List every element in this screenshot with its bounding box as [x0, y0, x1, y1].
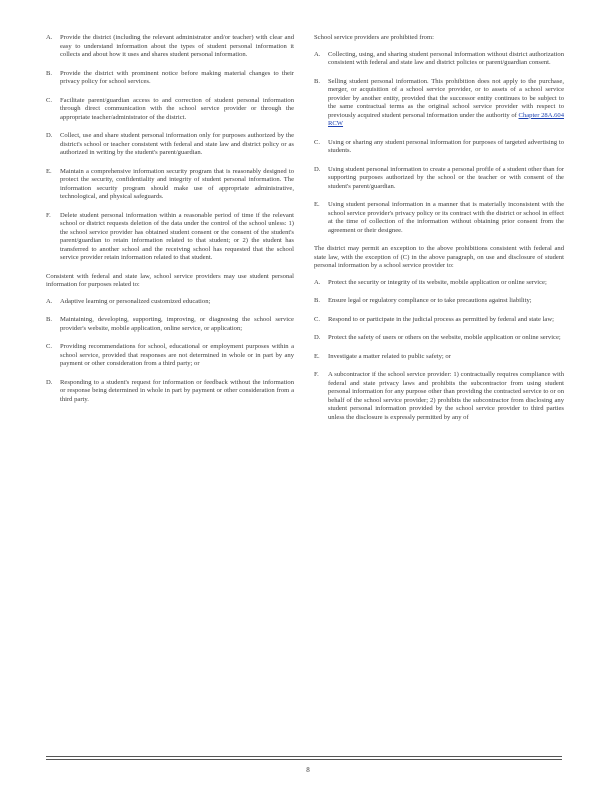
item-label: A.	[314, 50, 321, 58]
item-text: Ensure legal or regulatory compliance or to take precautions against liability;	[328, 297, 532, 304]
item-text: Using student personal information in a manner that is materially inconsistent with the school service provider's privacy policy or its contract with the district or school in effect at the time of collection of the information without obtaining prior consent from the agreement or their designee.	[328, 201, 564, 234]
item-text: Collect, use and share student personal information only for purposes authorized by the district's school or teacher consistent with federal and state law and district policy or as authorized in writing by the student's parent/guardian.	[60, 132, 294, 156]
footer-divider	[46, 756, 562, 757]
provider-obligation-c	[46, 97, 294, 123]
exception-d	[314, 334, 564, 343]
permitted-use-d	[46, 379, 294, 405]
item-text: Protect the security or integrity of its website, mobile application or online service;	[328, 278, 547, 286]
prohibition-b	[314, 78, 564, 129]
item-text: Facilitate parent/guardian access to and correction of student personal information through direct communication with the school service provider or through the appropriate teacher/administrator of the district.	[60, 96, 294, 121]
item-label: C.	[314, 138, 321, 146]
item-text: Provide the district (including the relevant administrator and/or teacher) with clear and easy to understand information about the types of student personal information it collects and about how it uses and shares student personal information.	[60, 34, 294, 58]
right-column	[314, 34, 564, 432]
item-label: A.	[314, 278, 321, 286]
item-text	[328, 78, 564, 129]
exception-a	[314, 279, 564, 288]
exception-f	[314, 371, 564, 422]
item-label: D.	[314, 334, 321, 341]
item-label: E.	[314, 201, 320, 208]
item-text-before-link: Selling student personal information. This prohibition does not apply to the purchase, merger, or acquisition of a school service provider, or to assets of a school service provider by another entity, provided that the successor entity continues to be subject to the same contractual terms as the original school service provider with respect to previously acquired student personal information under the authority of	[328, 77, 564, 119]
permitted-uses-intro: Consistent with federal and state law, school service providers may use student personal information for purposes related to:	[46, 272, 294, 288]
prohibition-a	[314, 51, 564, 68]
item-text: Protect the safety of users or others on the website, mobile application or online service;	[328, 334, 561, 341]
item-text: Delete student personal information within a reasonable period of time if the relevant school or district requests deletion of the data under the control of the school unless: 1) the school service provider has obtained student consent or the consent of the student's parent/guardian to retain information related to that student; or 2) the student has transferred to another school and the receiving school has requested that the school service provider retain information related to that student.	[60, 211, 294, 261]
item-label: B.	[314, 297, 321, 304]
item-label: E.	[314, 352, 320, 360]
item-label: A.	[46, 34, 53, 41]
item-label: C.	[314, 315, 321, 323]
exception-b	[314, 297, 564, 306]
prohibition-d	[314, 166, 564, 192]
exception-intro: The district may permit an exception to the above prohibitions consistent with federal and state law, with the exception of (C) in the above paragraph, on use and disclosure of student personal information by a school service provider to:	[314, 245, 564, 269]
item-label: B.	[314, 77, 321, 85]
item-text: Maintain a comprehensive information security program that is reasonably designed to protect the security, confidentiality and integrity of student personal information. The information security program should make use of appropriate administrative, technological, and physical safeguards.	[60, 167, 294, 200]
item-label: C.	[46, 96, 53, 104]
item-label: F.	[46, 211, 51, 219]
left-column	[46, 34, 294, 414]
item-text: Collecting, using, and sharing student personal information without district authorization consistent with federal and state law and district policies or parent/guardian consent.	[328, 50, 564, 66]
provider-obligation-d	[46, 132, 294, 158]
prohibition-e	[314, 201, 564, 235]
item-text: Maintaining, developing, supporting, improving, or diagnosing the school service provider's website, mobile application, online service, or application;	[60, 316, 294, 332]
item-label: B.	[46, 316, 53, 323]
item-text: Respond to or participate in the judicial process as permitted by federal and state law;	[328, 315, 554, 323]
item-text: Providing recommendations for school, educational or employment purposes within a school service, provided that responses are not determined in whole or in part by any payment or other consideration from a third party; or	[60, 343, 294, 367]
exception-c	[314, 316, 564, 325]
item-label: D.	[46, 132, 53, 139]
exception-e	[314, 353, 564, 362]
footer-divider-secondary	[46, 759, 562, 760]
page-number: 8	[306, 766, 310, 774]
item-label: B.	[46, 69, 53, 77]
provider-obligation-a	[46, 34, 294, 60]
item-text: A subcontractor if the school service provider: 1) contractually requires compliance with federal and state privacy laws and prohibits the subcontractor from using student personal information for any purpose other than providing the contracted service to or on behalf of the school service provider; 2) prohibits the subcontractor from disclosing any student personal information provided by the school service provider to third parties unless the disclosure is expressly permitted by any of	[328, 371, 564, 421]
provider-obligation-f	[46, 212, 294, 263]
rcw-chapter-link[interactable]: Chapter 28A.604 RCW	[328, 111, 564, 127]
permitted-use-b	[46, 316, 294, 333]
item-text: Adaptive learning or personalized customized education;	[60, 297, 211, 305]
item-text: Responding to a student's request for information or feedback without the information or response being determined in whole in part by payment or other consideration from a third party.	[60, 378, 294, 403]
provider-obligation-b	[46, 70, 294, 87]
item-label: D.	[314, 165, 321, 173]
item-text: Using or sharing any student personal information for purposes of targeted advertising to students.	[328, 138, 564, 154]
permitted-use-c	[46, 343, 294, 369]
prohibition-c	[314, 139, 564, 156]
item-label: A.	[46, 297, 53, 305]
item-text: Provide the district with prominent notice before making material changes to their privacy policy for school services.	[60, 69, 294, 85]
item-text: Investigate a matter related to public safety; or	[328, 352, 451, 360]
item-label: D.	[46, 378, 53, 386]
provider-obligation-e	[46, 168, 294, 202]
item-label: F.	[314, 371, 319, 378]
item-label: C.	[46, 343, 53, 350]
item-text: Using student personal information to create a personal profile of a student other than for supporting purposes authorized by the school or the teacher or with consent of the student's parent/guardian.	[328, 165, 564, 190]
prohibited-intro: School service providers are prohibited from:	[314, 34, 434, 41]
item-label: E.	[46, 167, 52, 175]
permitted-use-a	[46, 298, 294, 307]
